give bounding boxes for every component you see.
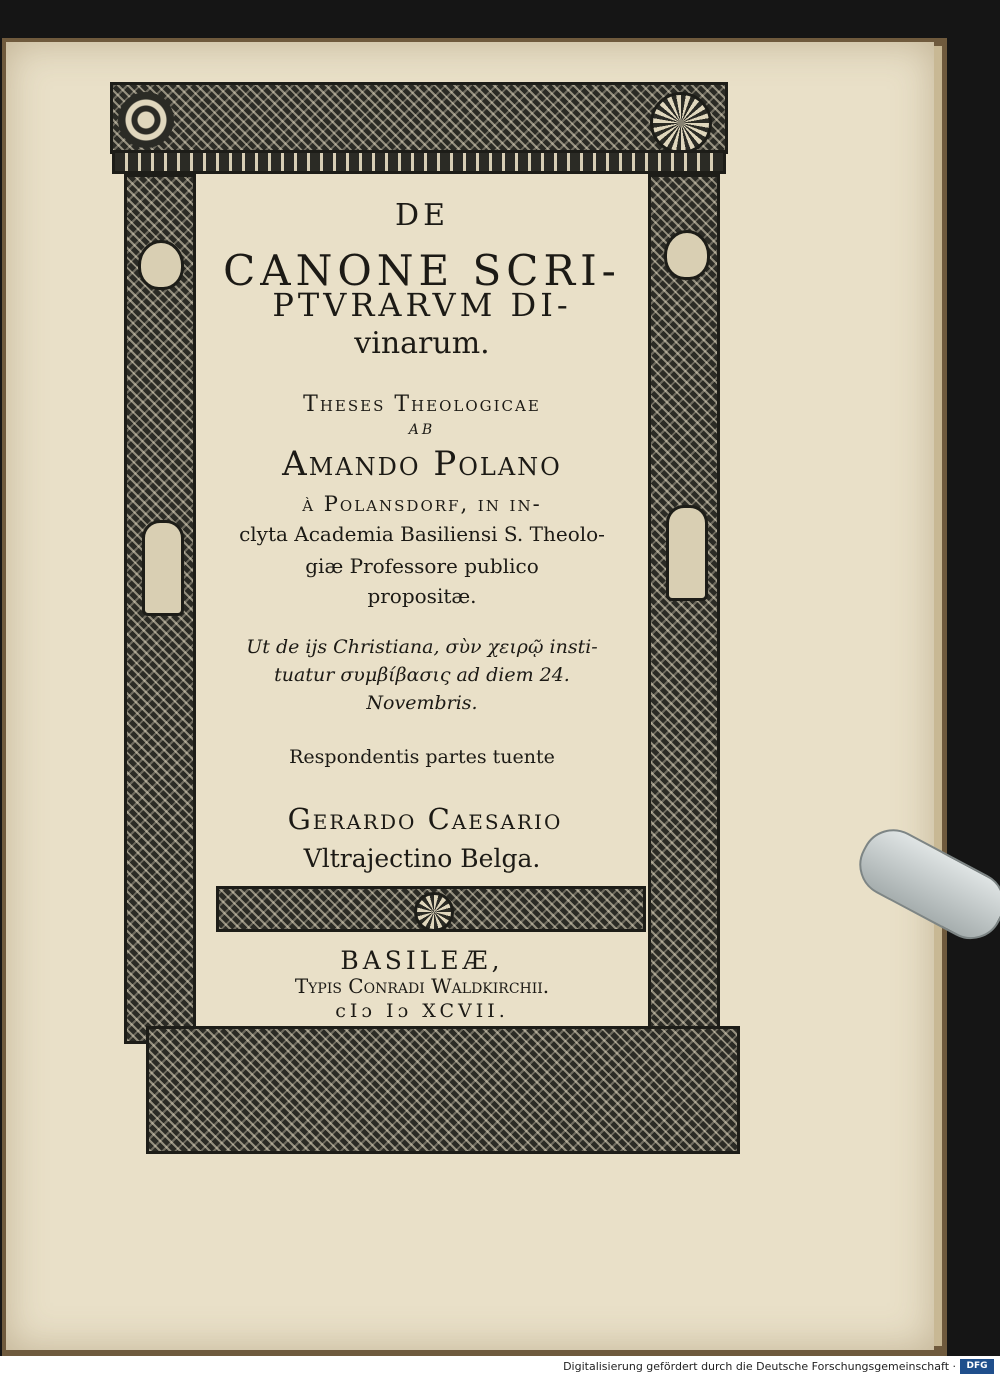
imprint-printer: Typis Conradi Waldkirchii. <box>294 974 550 998</box>
title-line-2: CANONE SCRI- <box>223 246 621 295</box>
purpose-line-2: tuatur συμβίβασις ad diem 24. <box>274 664 570 686</box>
footer-bar <box>0 1356 1000 1378</box>
lion-face-icon <box>138 240 184 290</box>
author-line-2: à Polansdorf, in in- <box>302 492 542 516</box>
rosette-icon <box>118 92 174 148</box>
dfg-logo-icon[interactable]: DFG <box>960 1359 994 1374</box>
purpose-line-1: Ut de ijs Christiana, σὺν χειρῷ insti- <box>246 636 598 658</box>
subtitle-line-2: AB <box>408 422 436 438</box>
woodcut-top-band-icon <box>110 82 728 154</box>
imprint-place: BASILEÆ, <box>340 946 504 975</box>
right-column-icon <box>648 174 720 1044</box>
title-line-3: PTVRARVM DI- <box>272 286 572 324</box>
sun-ornament-icon <box>650 92 712 154</box>
author-line-5: propositæ. <box>367 584 477 608</box>
purpose-line-3: Novembris. <box>366 692 478 714</box>
page-edge <box>934 46 942 1346</box>
respondent-name: Gerardo Caesario <box>287 802 563 836</box>
respondent-line: Respondentis partes tuente <box>289 746 555 768</box>
subtitle-line-1: Theses Theologicae <box>303 392 541 417</box>
respondent-origin: Vltrajectino Belga. <box>303 844 541 873</box>
imprint-year: cIɔ Iɔ XCVII. <box>335 1000 509 1022</box>
wheel-ornament-icon <box>414 892 454 932</box>
author-line-3: clyta Academia Basiliensi S. Theolo- <box>239 522 605 546</box>
author-name: Amando Polano <box>282 444 562 484</box>
title-line-4: vinarum. <box>354 326 490 361</box>
title-line-1: DE <box>395 198 449 233</box>
cornice-icon <box>112 150 726 174</box>
footer-credit: Digitalisierung gefördert durch die Deutsche Forschungsgemeinschaft · <box>563 1360 956 1373</box>
woodcut-bottom-band-icon <box>146 1026 740 1154</box>
author-line-4: giæ Professore publico <box>305 554 539 578</box>
atlas-figure-icon <box>142 520 184 616</box>
seated-figure-icon <box>666 505 708 601</box>
ram-face-icon <box>664 230 710 280</box>
